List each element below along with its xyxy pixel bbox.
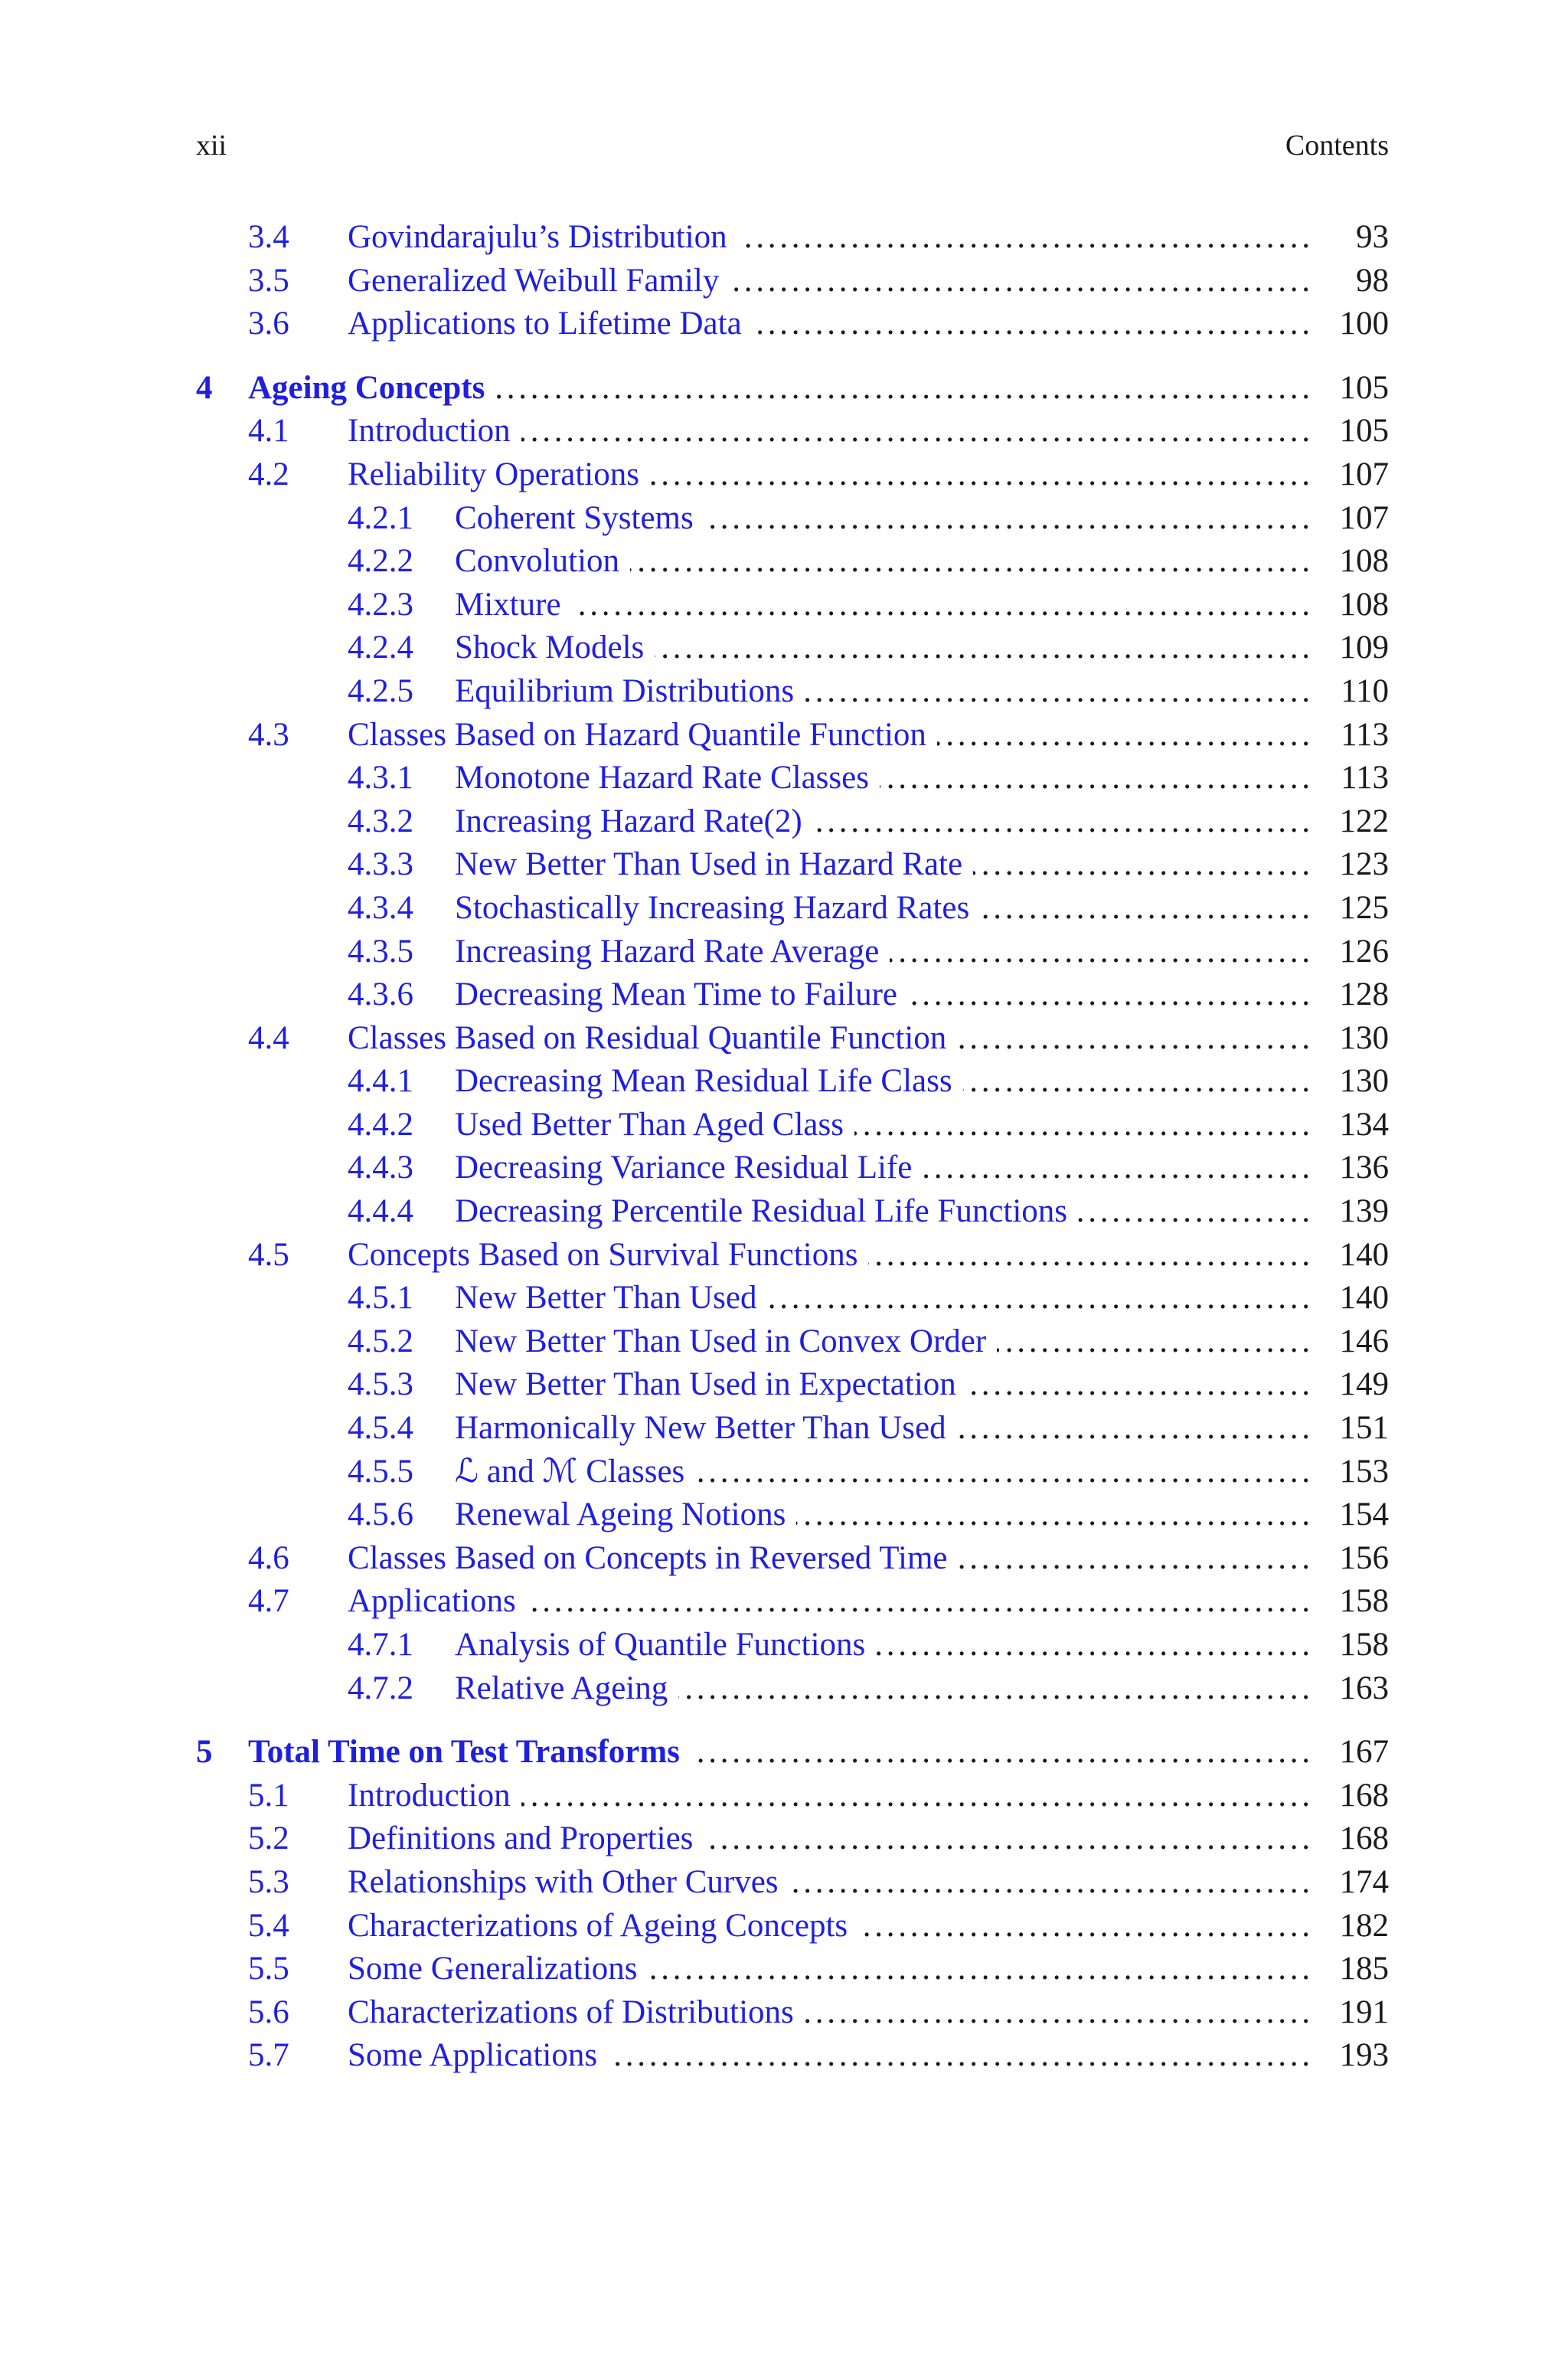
toc-page-number: 191 <box>1339 1994 1389 2030</box>
toc-title[interactable]: Relative Ageing <box>455 1670 668 1706</box>
dot-leader <box>704 497 1308 541</box>
toc-number: 4.5.1 <box>348 1280 413 1317</box>
toc-page-number: 105 <box>1339 413 1389 450</box>
toc-subsection-entry[interactable] <box>196 1624 1389 1667</box>
toc-subsection-entry[interactable] <box>196 1190 1389 1234</box>
toc-title[interactable]: Relationships with Other Curves <box>348 1863 779 1900</box>
toc-number: 3.5 <box>248 262 289 299</box>
toc-subsection-entry[interactable] <box>196 931 1389 974</box>
dot-leader <box>923 1146 1308 1190</box>
toc-title[interactable]: Some Applications <box>348 2037 598 2074</box>
toc-number: 4.1 <box>248 413 289 450</box>
dot-leader <box>813 800 1308 844</box>
toc-title[interactable]: Decreasing Mean Residual Life Class <box>455 1063 952 1100</box>
toc-page-number: 107 <box>1339 456 1389 492</box>
toc-number: 5.3 <box>248 1863 289 1900</box>
toc-number: 3.6 <box>248 306 289 342</box>
toc-page-number: 126 <box>1339 933 1389 970</box>
toc-number: 5.2 <box>248 1820 289 1857</box>
toc-number: 4.3.6 <box>348 976 413 1013</box>
toc-number: 4.5 <box>248 1236 289 1273</box>
dot-leader <box>957 1407 1308 1451</box>
toc-page-number: 113 <box>1341 760 1389 796</box>
toc-number: 4.3.1 <box>348 760 413 796</box>
toc-page-number: 134 <box>1339 1106 1389 1143</box>
toc-subsection-entry[interactable] <box>196 497 1389 541</box>
dot-leader <box>805 1991 1308 2035</box>
toc-page-number: 140 <box>1339 1236 1389 1273</box>
dot-leader <box>608 2034 1308 2078</box>
toc-title[interactable]: Stochastically Increasing Hazard Rates <box>455 889 970 926</box>
toc-title[interactable]: ℒ and ℳ Classes <box>455 1453 685 1490</box>
dot-leader <box>854 1104 1308 1147</box>
toc-number: 4.4 <box>248 1019 289 1056</box>
toc-page-number: 185 <box>1339 1951 1389 1987</box>
toc-number: 4.2.4 <box>348 630 413 666</box>
toc-section-entry[interactable] <box>196 260 1389 303</box>
toc-subsection-entry[interactable] <box>196 800 1389 844</box>
dot-leader <box>655 626 1308 670</box>
toc-subsection-entry[interactable] <box>196 887 1389 931</box>
dot-leader <box>753 303 1308 346</box>
toc-number: 4.7.2 <box>348 1670 413 1706</box>
toc-number: 4.5.3 <box>348 1366 413 1403</box>
toc-title[interactable]: Characterizations of Ageing Concepts <box>348 1907 848 1944</box>
dot-leader <box>973 843 1308 887</box>
dot-leader <box>805 670 1308 714</box>
toc-section-entry[interactable] <box>196 1017 1389 1061</box>
toc-number: 4.6 <box>248 1539 289 1576</box>
toc-subsection-entry[interactable] <box>196 1060 1389 1104</box>
toc-number: 4.7.1 <box>348 1627 413 1663</box>
toc-number: 4.5.2 <box>348 1323 413 1359</box>
toc-section-entry[interactable] <box>196 453 1389 497</box>
toc-section-entry[interactable] <box>196 714 1389 757</box>
dot-leader <box>495 367 1308 411</box>
toc-subsection-entry[interactable] <box>196 670 1389 714</box>
toc-page-number: 125 <box>1339 889 1389 926</box>
dot-leader <box>880 757 1308 800</box>
toc-section-entry[interactable] <box>196 1775 1389 1818</box>
toc-page-number: 174 <box>1339 1863 1389 1900</box>
toc-title[interactable]: Monotone Hazard Rate Classes <box>455 760 869 796</box>
toc-number: 4.4.4 <box>348 1193 413 1230</box>
dot-leader <box>1078 1190 1308 1234</box>
toc-page-number: 122 <box>1339 803 1389 839</box>
toc-section-entry[interactable] <box>196 1948 1389 1991</box>
toc-title[interactable]: Decreasing Mean Time to Failure <box>455 976 898 1013</box>
toc-section-entry[interactable] <box>196 216 1389 260</box>
dot-leader <box>908 973 1308 1017</box>
dot-leader <box>858 1905 1308 1948</box>
dot-leader <box>704 1817 1308 1861</box>
toc-page-number: 146 <box>1339 1323 1389 1359</box>
toc-page-number: 98 <box>1356 262 1389 299</box>
toc-number: 4.7 <box>248 1583 289 1620</box>
dot-leader <box>937 714 1308 757</box>
toc-section-entry[interactable] <box>196 2034 1389 2078</box>
toc-page-number: 136 <box>1339 1150 1389 1186</box>
toc-page-number: 158 <box>1339 1583 1389 1620</box>
toc-title[interactable]: New Better Than Used in Expectation <box>455 1366 956 1403</box>
dot-leader <box>648 1948 1308 1991</box>
toc-number: 5.1 <box>248 1777 289 1814</box>
dot-leader <box>650 453 1308 497</box>
toc-subsection-entry[interactable] <box>196 626 1389 670</box>
dot-leader <box>967 1363 1308 1407</box>
toc-page-number: 108 <box>1339 586 1389 623</box>
toc-page-number: 163 <box>1339 1670 1389 1706</box>
toc-subsection-entry[interactable] <box>196 1667 1389 1711</box>
dot-leader <box>527 1580 1308 1624</box>
toc-number: 4.3.2 <box>348 803 413 839</box>
toc-number: 4.2 <box>248 456 289 492</box>
dot-leader <box>796 1493 1308 1537</box>
toc-title[interactable]: Classes Based on Residual Quantile Function <box>348 1019 947 1056</box>
toc-title[interactable]: Introduction <box>348 413 511 450</box>
toc-title[interactable]: Decreasing Variance Residual Life <box>455 1150 913 1186</box>
toc-number: 4.4.2 <box>348 1106 413 1143</box>
toc-page-number: 154 <box>1339 1496 1389 1533</box>
toc-title[interactable]: Renewal Ageing Notions <box>455 1496 786 1533</box>
toc-number: 4.3.3 <box>348 846 413 883</box>
dot-leader <box>767 1277 1308 1320</box>
toc-page-number: 130 <box>1339 1019 1389 1056</box>
toc-page-number: 93 <box>1356 219 1389 255</box>
toc-title[interactable]: Introduction <box>348 1777 511 1814</box>
toc-section-entry[interactable] <box>196 1817 1389 1861</box>
toc-page-number: 151 <box>1339 1410 1389 1447</box>
dot-leader <box>997 1320 1308 1364</box>
toc-subsection-entry[interactable] <box>196 1407 1389 1451</box>
toc-subsection-entry[interactable] <box>196 540 1389 584</box>
page-number: xii <box>196 129 227 162</box>
toc-number: 4.5.4 <box>348 1410 413 1447</box>
toc-subsection-entry[interactable] <box>196 1363 1389 1407</box>
toc-subsection-entry[interactable] <box>196 757 1389 800</box>
toc-section-entry[interactable] <box>196 410 1389 453</box>
toc-page-number: 140 <box>1339 1280 1389 1317</box>
toc-page-number: 107 <box>1339 499 1389 536</box>
toc-section-entry[interactable] <box>196 1861 1389 1905</box>
toc-page-number: 153 <box>1339 1453 1389 1490</box>
toc-number: 3.4 <box>248 219 289 255</box>
toc-page-number: 109 <box>1339 630 1389 666</box>
dot-leader <box>738 216 1308 260</box>
toc-title[interactable]: Reliability Operations <box>348 456 639 492</box>
toc-title[interactable]: Classes Based on Hazard Quantile Function <box>348 716 926 753</box>
toc-page-number: 113 <box>1341 716 1389 753</box>
toc-subsection-entry[interactable] <box>196 1277 1389 1320</box>
toc-number: 4.3 <box>248 716 289 753</box>
dot-leader <box>521 410 1308 453</box>
toc-section-entry[interactable] <box>196 1537 1389 1581</box>
toc-section-entry[interactable] <box>196 1580 1389 1624</box>
toc-subsection-entry[interactable] <box>196 973 1389 1017</box>
toc-title[interactable]: Equilibrium Distributions <box>455 672 795 709</box>
dot-leader <box>521 1775 1308 1818</box>
toc-subsection-entry[interactable] <box>196 1451 1389 1494</box>
toc-title[interactable]: Increasing Hazard Rate(2) <box>455 803 802 839</box>
toc-page-number: 182 <box>1339 1907 1389 1944</box>
toc-title[interactable]: New Better Than Used in Convex Order <box>455 1323 987 1359</box>
toc-page-number: 156 <box>1339 1539 1389 1576</box>
toc-page-number: 149 <box>1339 1366 1389 1403</box>
running-title: Contents <box>1285 129 1389 162</box>
toc-title[interactable]: New Better Than Used in Hazard Rate <box>455 846 963 883</box>
toc-title[interactable]: Characterizations of Distributions <box>348 1994 794 2030</box>
toc-number: 4.3.5 <box>348 933 413 970</box>
toc-title[interactable]: Definitions and Properties <box>348 1820 694 1857</box>
toc-number: 4.2.3 <box>348 586 413 623</box>
toc-number: 4.4.3 <box>348 1150 413 1186</box>
toc-number: 5.4 <box>248 1907 289 1944</box>
toc-section-entry[interactable] <box>196 1905 1389 1948</box>
dot-leader <box>957 1017 1308 1061</box>
dot-leader <box>678 1667 1308 1711</box>
toc-title[interactable]: New Better Than Used <box>455 1280 757 1317</box>
toc-number: 4.5.5 <box>348 1453 413 1490</box>
toc-title[interactable]: Mixture <box>455 586 561 623</box>
toc-title[interactable]: Classes Based on Concepts in Reversed Time <box>348 1539 948 1576</box>
toc-page-number: 168 <box>1339 1777 1389 1814</box>
toc-page-number: 139 <box>1339 1193 1389 1230</box>
toc-subsection-entry[interactable] <box>196 1104 1389 1147</box>
toc-subsection-entry[interactable] <box>196 584 1389 627</box>
toc-title[interactable]: Harmonically New Better Than Used <box>455 1410 946 1447</box>
toc-number: 4.4.1 <box>348 1063 413 1100</box>
toc-title[interactable]: Coherent Systems <box>455 499 694 536</box>
toc-title[interactable]: Ageing Concepts <box>248 369 485 406</box>
toc-section-entry[interactable] <box>196 303 1389 346</box>
toc-page-number: 123 <box>1339 846 1389 883</box>
toc-title[interactable]: Shock Models <box>455 630 645 666</box>
toc-title[interactable]: Total Time on Test Transforms <box>248 1734 680 1771</box>
dot-leader <box>630 540 1308 584</box>
toc-title[interactable]: Concepts Based on Survival Functions <box>348 1236 858 1273</box>
dot-leader <box>876 1624 1308 1667</box>
dot-leader <box>691 1731 1308 1775</box>
toc-number: 5.7 <box>248 2037 289 2074</box>
toc-chapter-entry[interactable] <box>196 367 1389 411</box>
toc-page-number: 158 <box>1339 1627 1389 1663</box>
toc-title[interactable]: Applications <box>348 1583 516 1620</box>
dot-leader <box>890 931 1308 974</box>
toc-page-number: 130 <box>1339 1063 1389 1100</box>
toc-title[interactable]: Analysis of Quantile Functions <box>455 1627 866 1663</box>
toc-page-number: 108 <box>1339 543 1389 580</box>
toc-number: 5 <box>196 1734 213 1771</box>
dot-leader <box>868 1234 1308 1277</box>
toc-title[interactable]: Applications to Lifetime Data <box>348 306 742 342</box>
toc-page-number: 168 <box>1339 1820 1389 1857</box>
toc-number: 4.2.2 <box>348 543 413 580</box>
dot-leader <box>572 584 1308 627</box>
toc-title[interactable]: Convolution <box>455 543 620 580</box>
dot-leader <box>980 887 1308 931</box>
toc-title[interactable]: Some Generalizations <box>348 1951 638 1987</box>
toc-page-number: 110 <box>1341 672 1389 709</box>
toc-subsection-entry[interactable] <box>196 1320 1389 1364</box>
dot-leader <box>695 1451 1308 1494</box>
toc-subsection-entry[interactable] <box>196 1493 1389 1537</box>
toc-number: 4 <box>196 369 213 406</box>
toc-title[interactable]: Increasing Hazard Rate Average <box>455 933 880 970</box>
toc-page-number: 100 <box>1339 306 1389 342</box>
toc-number: 4.2.5 <box>348 672 413 709</box>
toc-number: 4.2.1 <box>348 499 413 536</box>
toc-number: 5.6 <box>248 1994 289 2030</box>
toc-page-number: 167 <box>1339 1734 1389 1771</box>
toc-title[interactable]: Govindarajulu’s Distribution <box>348 219 727 255</box>
toc-subsection-entry[interactable] <box>196 1146 1389 1190</box>
toc-section-entry[interactable] <box>196 1234 1389 1277</box>
toc-number: 4.3.4 <box>348 889 413 926</box>
toc-number: 5.5 <box>248 1951 289 1987</box>
dot-leader <box>730 260 1308 303</box>
table-of-contents <box>196 216 1389 2078</box>
toc-page-number: 105 <box>1339 369 1389 406</box>
toc-page-number: 128 <box>1339 976 1389 1013</box>
toc-section-entry[interactable] <box>196 1991 1389 2035</box>
toc-chapter-entry[interactable] <box>196 1731 1389 1775</box>
toc-page-number: 193 <box>1339 2037 1389 2074</box>
toc-title[interactable]: Used Better Than Aged Class <box>455 1106 844 1143</box>
toc-title[interactable]: Decreasing Percentile Residual Life Functions <box>455 1193 1068 1230</box>
toc-number: 4.5.6 <box>348 1496 413 1533</box>
toc-title[interactable]: Generalized Weibull Family <box>348 262 720 299</box>
dot-leader <box>789 1861 1308 1905</box>
dot-leader <box>959 1537 1308 1581</box>
toc-subsection-entry[interactable] <box>196 843 1389 887</box>
dot-leader <box>963 1060 1308 1104</box>
